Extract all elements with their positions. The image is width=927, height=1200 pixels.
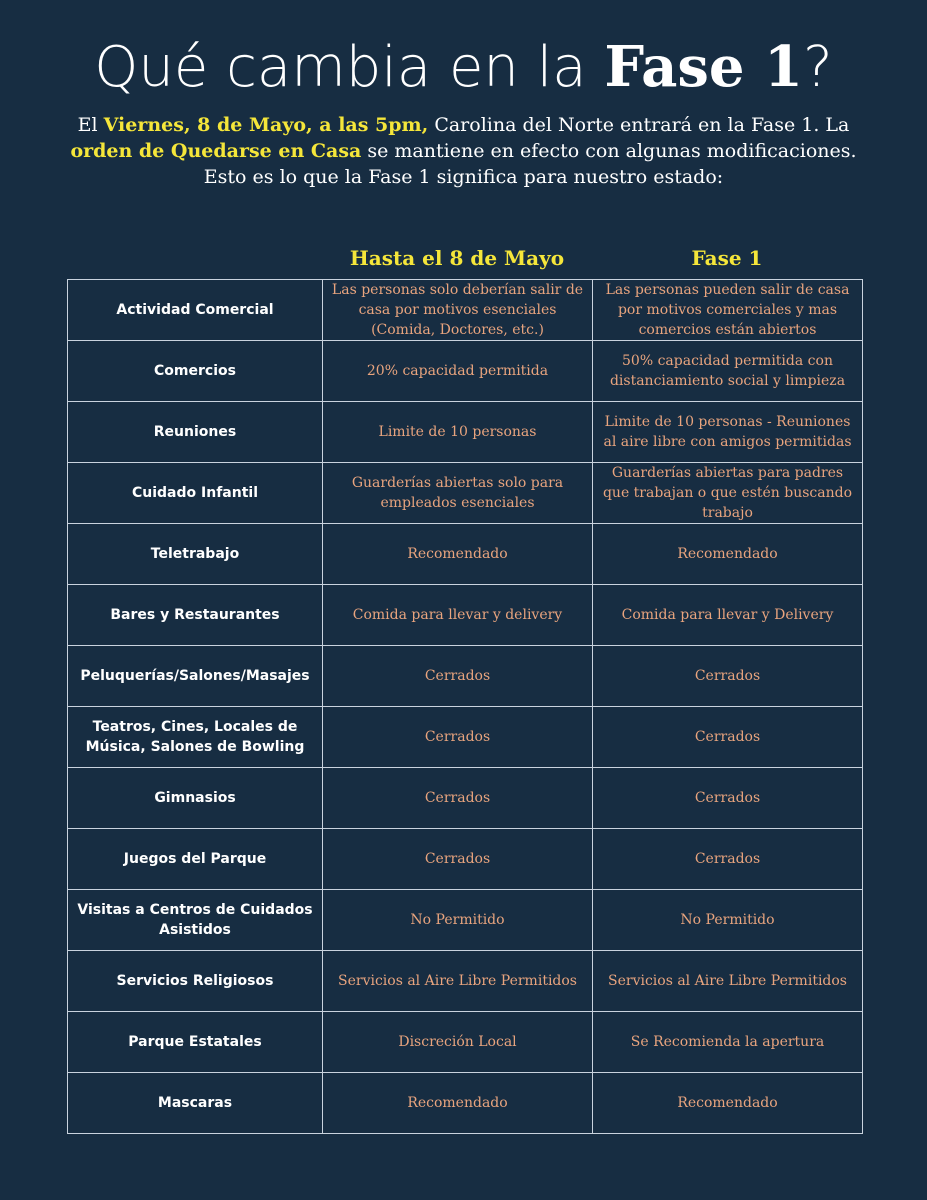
cell-phase1: No Permitido <box>593 890 863 951</box>
table-row <box>68 524 863 585</box>
cell-phase1: Cerrados <box>593 768 863 829</box>
cell-before: Recomendado <box>323 524 593 585</box>
row-label: Parque Estatales <box>68 1012 323 1073</box>
cell-phase1: Recomendado <box>593 524 863 585</box>
intro-text-1: El <box>77 114 104 136</box>
column-header-before: Hasta el 8 de Mayo <box>349 246 565 270</box>
cell-before: Cerrados <box>323 707 593 768</box>
table-row <box>68 768 863 829</box>
cell-phase1: Las personas pueden salir de casa por motivos comerciales y mas comercios están abiertos <box>593 280 863 341</box>
intro-text-3: se mantiene en efecto con algunas modificaciones. <box>361 140 857 162</box>
row-label: Juegos del Parque <box>68 829 323 890</box>
intro-text-2: Carolina del Norte entrará en la Fase 1. La <box>428 114 850 136</box>
cell-phase1: Cerrados <box>593 707 863 768</box>
cell-before: 20% capacidad permitida <box>323 341 593 402</box>
cell-before: Cerrados <box>323 829 593 890</box>
cell-phase1: Guarderías abiertas para padres que trabajan o que estén buscando trabajo <box>593 463 863 524</box>
row-label: Servicios Religiosos <box>68 951 323 1012</box>
row-label: Teletrabajo <box>68 524 323 585</box>
title-suffix: ? <box>803 35 833 100</box>
row-label: Comercios <box>68 341 323 402</box>
cell-before: Las personas solo deberían salir de casa por motivos esenciales (Comida, Doctores, etc.) <box>323 280 593 341</box>
intro-paragraph <box>20 112 907 190</box>
row-label: Reuniones <box>68 402 323 463</box>
row-label: Gimnasios <box>68 768 323 829</box>
row-label: Cuidado Infantil <box>68 463 323 524</box>
cell-before: Guarderías abiertas solo para empleados esenciales <box>323 463 593 524</box>
table-row <box>68 1073 863 1134</box>
cell-phase1: Cerrados <box>593 829 863 890</box>
table-row <box>68 890 863 951</box>
cell-before: Servicios al Aire Libre Permitidos <box>323 951 593 1012</box>
row-label: Mascaras <box>68 1073 323 1134</box>
table-row <box>68 1012 863 1073</box>
cell-phase1: 50% capacidad permitida con distanciamiento social y limpieza <box>593 341 863 402</box>
row-label: Visitas a Centros de Cuidados Asistidos <box>68 890 323 951</box>
table-row <box>68 646 863 707</box>
cell-before: Recomendado <box>323 1073 593 1134</box>
table-row <box>68 402 863 463</box>
table-row <box>68 707 863 768</box>
row-label: Actividad Comercial <box>68 280 323 341</box>
cell-phase1: Limite de 10 personas - Reuniones al aire libre con amigos permitidas <box>593 402 863 463</box>
table-row <box>68 585 863 646</box>
cell-phase1: Comida para llevar y Delivery <box>593 585 863 646</box>
row-label: Bares y Restaurantes <box>68 585 323 646</box>
cell-phase1: Recomendado <box>593 1073 863 1134</box>
cell-phase1: Servicios al Aire Libre Permitidos <box>593 951 863 1012</box>
cell-before: Limite de 10 personas <box>323 402 593 463</box>
cell-before: Discreción Local <box>323 1012 593 1073</box>
intro-highlight-order: orden de Quedarse en Casa <box>70 140 362 162</box>
comparison-table <box>67 279 863 1134</box>
cell-before: Cerrados <box>323 768 593 829</box>
intro-text-4: Esto es lo que la Fase 1 significa para nuestro estado: <box>203 166 724 188</box>
table-row <box>68 280 863 341</box>
cell-before: Cerrados <box>323 646 593 707</box>
table-row <box>68 463 863 524</box>
row-label: Teatros, Cines, Locales de Música, Salones de Bowling <box>68 707 323 768</box>
cell-phase1: Cerrados <box>593 646 863 707</box>
row-label: Peluquerías/Salones/Masajes <box>68 646 323 707</box>
title-prefix: Qué cambia en la <box>94 35 605 100</box>
table-row <box>68 951 863 1012</box>
column-header-phase1: Fase 1 <box>691 246 763 270</box>
title-bold: Fase 1 <box>604 34 803 100</box>
intro-highlight-date: Viernes, 8 de Mayo, a las 5pm, <box>103 114 429 136</box>
cell-phase1: Se Recomienda la apertura <box>593 1012 863 1073</box>
table-row <box>68 829 863 890</box>
cell-before: Comida para llevar y delivery <box>323 585 593 646</box>
page-title <box>0 30 927 105</box>
table-row <box>68 341 863 402</box>
cell-before: No Permitido <box>323 890 593 951</box>
